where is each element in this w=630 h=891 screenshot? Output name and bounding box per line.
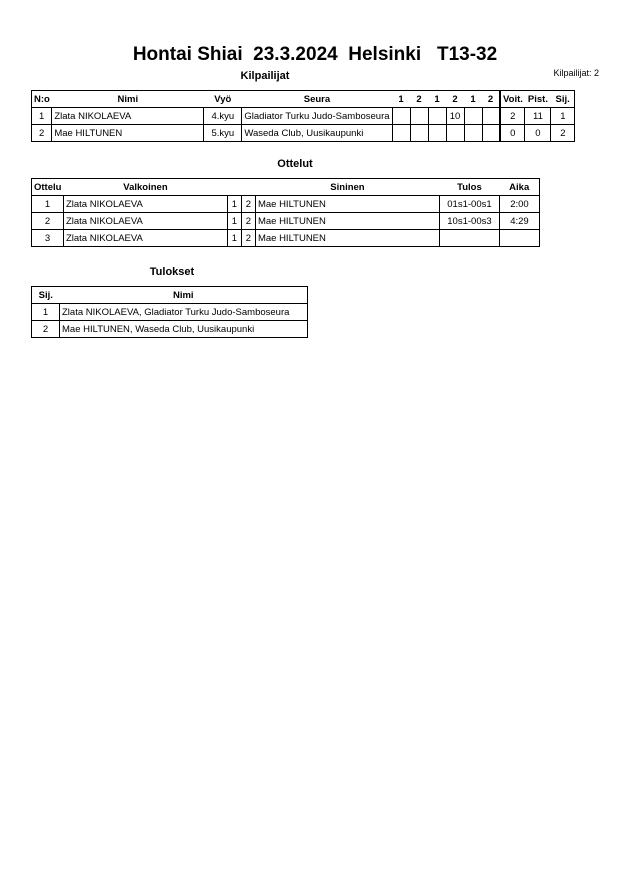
cell-r1	[392, 125, 410, 142]
cell-r1	[392, 108, 410, 125]
results-table	[31, 286, 308, 338]
cell-r2	[410, 108, 428, 125]
cell-r5	[464, 125, 482, 142]
col-white: Valkoinen	[63, 179, 227, 196]
cell-r3	[428, 125, 446, 142]
cell-r4: 10	[446, 108, 464, 125]
table-row	[32, 230, 540, 247]
cell-name: Zlata NIKOLAEVA	[52, 108, 204, 125]
cell-time	[499, 230, 539, 247]
cell-match-no: 1	[32, 196, 64, 213]
cell-a: 1	[227, 230, 241, 247]
cell-club: Waseda Club, Uusikaupunki	[242, 125, 392, 142]
competitors-heading: Kilpailijat	[240, 70, 290, 82]
matches-table	[31, 178, 540, 247]
cell-belt: 5.kyu	[204, 125, 242, 142]
results-header-row	[32, 287, 308, 304]
matches-header-row	[32, 179, 540, 196]
table-row	[32, 321, 308, 338]
cell-r6	[482, 125, 500, 142]
col-blue-score	[241, 179, 255, 196]
col-result-place: Sij.	[32, 287, 60, 304]
cell-time: 2:00	[499, 196, 539, 213]
cell-r3	[428, 108, 446, 125]
cell-result	[439, 230, 499, 247]
table-row	[32, 213, 540, 230]
col-r2: 2	[410, 91, 428, 108]
cell-place: 2	[551, 125, 575, 142]
cell-result: 10s1-00s3	[439, 213, 499, 230]
cell-r6	[482, 108, 500, 125]
page-title: Hontai Shiai 23.3.2024 Helsinki T13-32	[132, 44, 498, 65]
col-result-name: Nimi	[60, 287, 308, 304]
cell-result-place: 1	[32, 304, 60, 321]
cell-r2	[410, 125, 428, 142]
competitors-table	[31, 90, 575, 142]
col-r6: 2	[482, 91, 500, 108]
cell-r5	[464, 108, 482, 125]
cell-r4	[446, 125, 464, 142]
cell-match-no: 3	[32, 230, 64, 247]
col-time: Aika	[499, 179, 539, 196]
cell-no: 1	[32, 108, 52, 125]
cell-blue: Mae HILTUNEN	[255, 230, 439, 247]
col-points: Pist.	[525, 91, 551, 108]
cell-result-place: 2	[32, 321, 60, 338]
col-blue: Sininen	[255, 179, 439, 196]
competitors-header-row	[32, 91, 575, 108]
cell-a: 1	[227, 213, 241, 230]
col-match: Ottelu	[32, 179, 64, 196]
cell-b: 2	[241, 230, 255, 247]
cell-wins: 2	[500, 108, 525, 125]
cell-white: Zlata NIKOLAEVA	[63, 213, 227, 230]
participants-count: Kilpailijat: 2	[553, 68, 599, 78]
col-r1: 1	[392, 91, 410, 108]
cell-a: 1	[227, 196, 241, 213]
cell-white: Zlata NIKOLAEVA	[63, 230, 227, 247]
cell-points: 0	[525, 125, 551, 142]
cell-b: 2	[241, 213, 255, 230]
cell-result: 01s1-00s1	[439, 196, 499, 213]
cell-wins: 0	[500, 125, 525, 142]
col-r5: 1	[464, 91, 482, 108]
cell-belt: 4.kyu	[204, 108, 242, 125]
cell-place: 1	[551, 108, 575, 125]
cell-result-name: Zlata NIKOLAEVA, Gladiator Turku Judo-Samboseura	[60, 304, 308, 321]
col-no: N:o	[32, 91, 52, 108]
col-club: Seura	[242, 91, 392, 108]
cell-no: 2	[32, 125, 52, 142]
results-heading: Tulokset	[149, 266, 195, 278]
col-name: Nimi	[52, 91, 204, 108]
cell-club: Gladiator Turku Judo-Samboseura	[242, 108, 392, 125]
cell-b: 2	[241, 196, 255, 213]
cell-match-no: 2	[32, 213, 64, 230]
cell-time: 4:29	[499, 213, 539, 230]
cell-blue: Mae HILTUNEN	[255, 213, 439, 230]
col-result: Tulos	[439, 179, 499, 196]
table-row	[32, 125, 575, 142]
col-belt: Vyö	[204, 91, 242, 108]
col-r3: 1	[428, 91, 446, 108]
table-row	[32, 196, 540, 213]
cell-result-name: Mae HILTUNEN, Waseda Club, Uusikaupunki	[60, 321, 308, 338]
matches-heading: Ottelut	[277, 158, 313, 170]
cell-white: Zlata NIKOLAEVA	[63, 196, 227, 213]
col-wins: Voit.	[500, 91, 525, 108]
col-place: Sij.	[551, 91, 575, 108]
table-row	[32, 108, 575, 125]
cell-blue: Mae HILTUNEN	[255, 196, 439, 213]
cell-points: 11	[525, 108, 551, 125]
table-row	[32, 304, 308, 321]
cell-name: Mae HILTUNEN	[52, 125, 204, 142]
col-white-score	[227, 179, 241, 196]
col-r4: 2	[446, 91, 464, 108]
